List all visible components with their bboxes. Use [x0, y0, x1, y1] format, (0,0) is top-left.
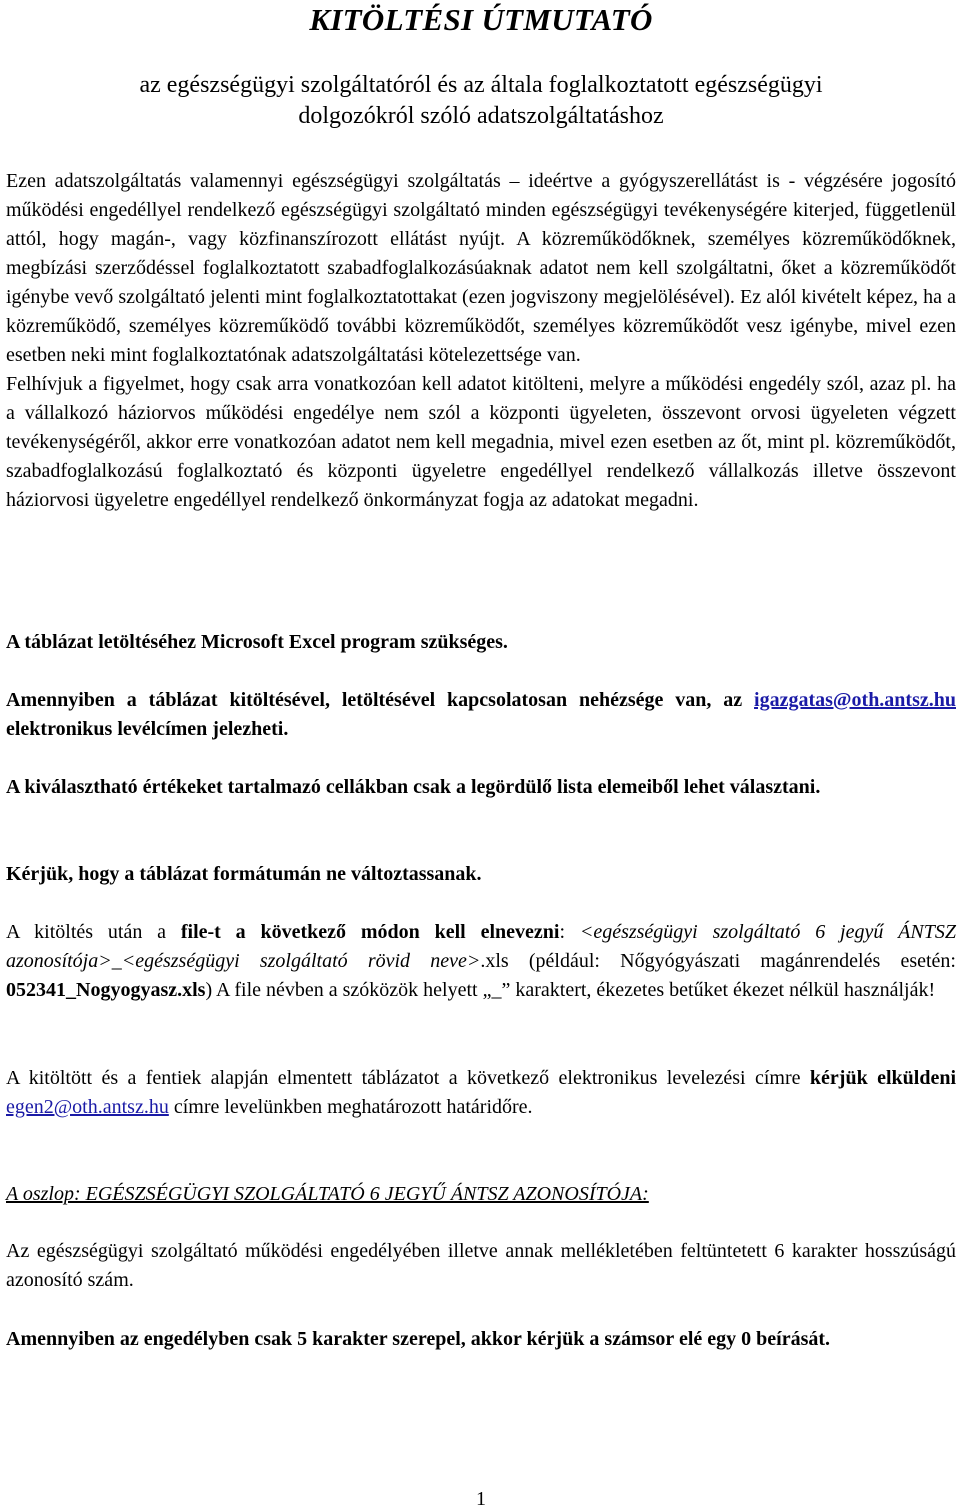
naming-text-5: .xls (például: Nőgyógyászati magánrendelés esetén: — [480, 950, 956, 972]
send-email-link[interactable]: egen2@oth.antsz.hu — [6, 1096, 169, 1118]
help-text-before: Amennyiben a táblázat kitöltésével, letöltésével kapcsolatosan nehézsége van, az — [6, 689, 755, 711]
send-text-2: kérjük elküldeni — [809, 1067, 957, 1089]
intro-paragraph-2: Felhívjuk a figyelmet, hogy csak arra vonatkozóan kell adatot kitölteni, melyre a működési engedély szól, azaz pl. ha a vállalkozó háziorvos működési engedélye nem szól a központi ügyeleten, összevont orvosi ügyeleten végzett tevékenységéről, akkor erre vonatkozóan adatot nem kell megadnia, mivel ezen esetben az őt, mint pl. közreműködőt, szabadfoglalkozású foglalkoztató és központi ügyeletre engedéllyel rendelkező vállalkozás illetve összevont háziorvosi ügyeletre engedéllyel rendelkező önkormányzat fogja az adatokat megadni. — [6, 373, 956, 511]
subtitle-line-1: az egészségügyi szolgáltatóról és az általa foglalkoztatott egészségügyi — [139, 72, 823, 98]
column-a-description: Az egészségügyi szolgáltató működési engedélyében illetve annak mellékletében feltüntetett 6 karakter hosszúságú azonosító szám. — [6, 1240, 956, 1291]
help-contact-note — [6, 686, 956, 744]
naming-text-1: A kitöltés után a — [6, 921, 181, 943]
column-a-heading: A oszlop: EGÉSZSÉGÜGYI SZOLGÁLTATÓ 6 JEGYŰ ÁNTSZ AZONOSÍTÓJA: — [6, 1183, 649, 1205]
page-number: 1 — [476, 1488, 486, 1510]
excel-requirement-note: A táblázat letöltéséhez Microsoft Excel program szükséges. — [6, 631, 508, 653]
document-title: KITÖLTÉSI ÚTMUTATÓ — [309, 2, 653, 37]
help-email-link[interactable]: igazgatas@oth.antsz.hu — [754, 689, 956, 711]
naming-text-2: file-t a következő módon kell elnevezni — [180, 921, 560, 943]
subtitle-line-2: dolgozókról szóló adatszolgáltatáshoz — [298, 103, 664, 129]
send-text-4: címre levelünkben meghatározott határidőre. — [168, 1096, 533, 1118]
naming-pattern: <egészségügyi szolgáltató 6 jegyű ÁNTSZ azonosítója>_<egészségügyi szolgáltató rövid neve> — [6, 921, 956, 972]
send-text-1: A kitöltött és a fentiek alapján elmentett táblázatot a következő elektronikus levelezési címre — [6, 1067, 810, 1089]
help-text-after: elektronikus levélcímen jelezheti. — [6, 718, 289, 740]
naming-text-3: : — [559, 921, 580, 943]
file-naming-instructions — [6, 918, 956, 1005]
send-instructions — [6, 1064, 956, 1122]
intro-section — [6, 167, 956, 515]
dropdown-note: A kiválasztható értékeket tartalmazó cellákban csak a legördülő lista elemeiből lehet választani. — [6, 776, 821, 798]
document-subtitle — [6, 70, 956, 132]
column-a-note: Amennyiben az engedélyben csak 5 karakter szerepel, akkor kérjük a számsor elé egy 0 beírását. — [6, 1328, 831, 1350]
naming-text-7: ) A file névben a szóközök helyett „_” karaktert, ékezetes betűket ékezet nélkül használják! — [205, 979, 936, 1001]
format-note: Kérjük, hogy a táblázat formátumán ne változtassanak. — [6, 863, 482, 885]
naming-example-filename: 052341_Nogyogyasz.xls — [6, 979, 206, 1001]
intro-paragraph-1: Ezen adatszolgáltatás valamennyi egészségügyi szolgáltatás – ideértve a gyógyszerellátást is - végzésére jogosító működési engedéllyel rendelkező egészségügyi szolgáltató minden egészségügyi tevékenységére kiterjed, függetlenül attól, hogy magán-, vagy közfinanszírozott ellátást nyújt. A közreműködőknek, személyes közreműködőknek, megbízási szerződéssel foglalkoztatott szabadfoglalkozásúaknak adatot nem kell szolgáltatni, őket a közreműködőt igénybe vevő szolgáltató jelenti mint foglalkoztatottakat (ezen jogviszony megjelölésével). Ez alól kivételt képez, ha a közreműködő, személyes közreműködő további közreműködőt, személyes közreműködőt vesz igénybe, mivel ezen esetben neki mint foglalkoztatónak adatszolgáltatási kötelezettsége van. — [6, 170, 956, 366]
